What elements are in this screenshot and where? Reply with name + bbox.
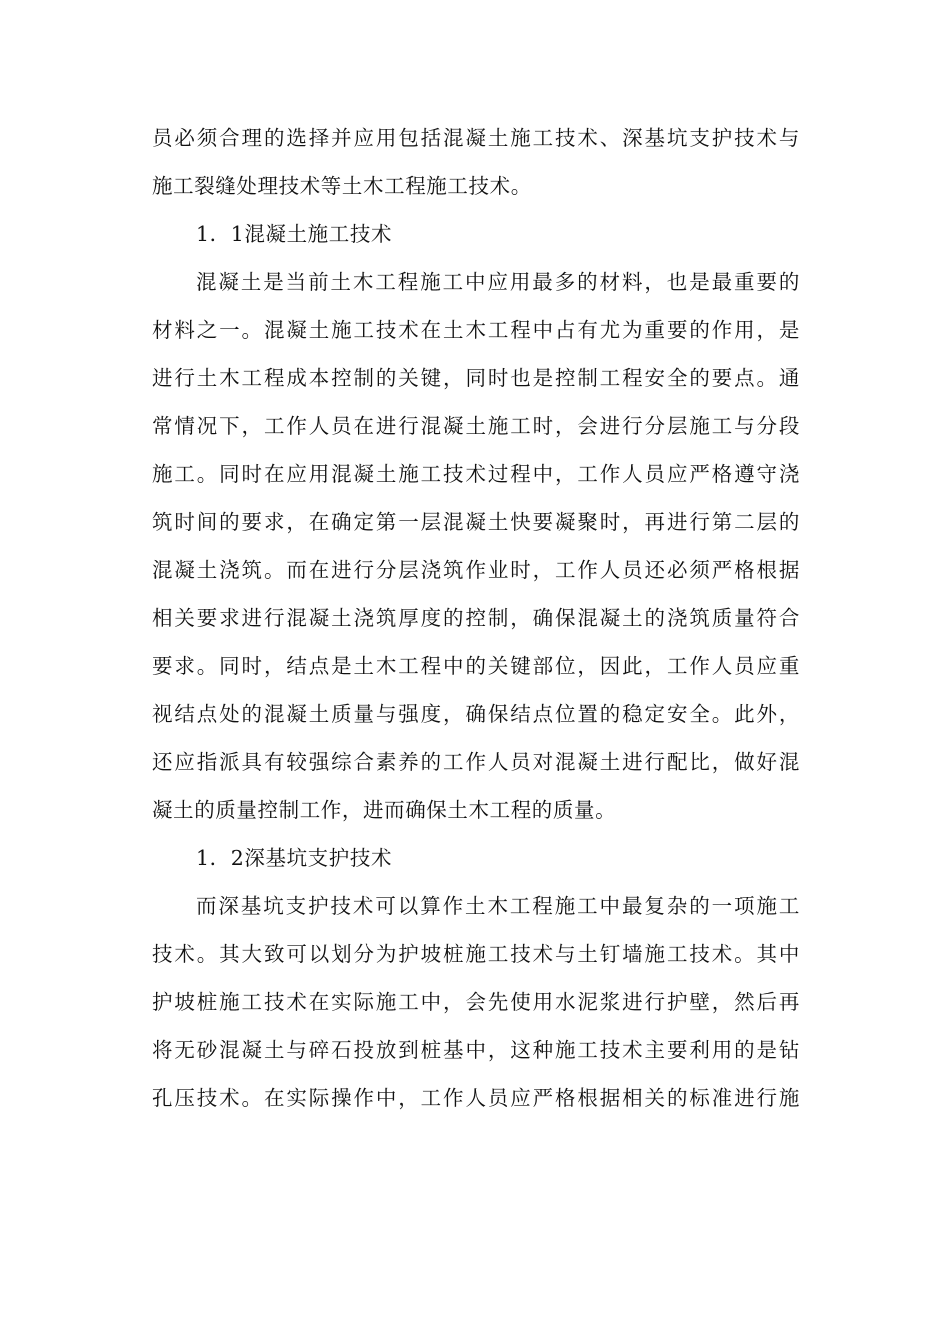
text-line: 混凝土是当前土木工程施工中应用最多的材料，也是最重要的 (196, 270, 800, 294)
text-line: 筑时间的要求，在确定第一层混凝土快要凝聚时，再进行第二层的 (152, 510, 800, 534)
text-line: 视结点处的混凝土质量与强度，确保结点位置的稳定安全。此外， (152, 702, 800, 726)
text-line: 常情况下，工作人员在进行混凝土施工时，会进行分层施工与分段 (152, 414, 800, 438)
text-line: 材料之一。混凝土施工技术在土木工程中占有尤为重要的作用，是 (152, 318, 800, 342)
text-line: 技术。其大致可以划分为护坡桩施工技术与土钉墙施工技术。其中 (152, 942, 800, 966)
text-line: 进行土木工程成本控制的关键，同时也是控制工程安全的要点。通 (152, 366, 800, 390)
text-line: 施工。同时在应用混凝土施工技术过程中，工作人员应严格遵守浇 (152, 462, 800, 486)
text-line: 混凝土浇筑。而在进行分层浇筑作业时，工作人员还必须严格根据 (152, 558, 800, 582)
text-line: 孔压技术。在实际操作中，工作人员应严格根据相关的标准进行施 (152, 1086, 800, 1110)
body-text (152, 114, 800, 1122)
section-heading: 1．1混凝土施工技术 (196, 222, 393, 246)
text-line: 相关要求进行混凝土浇筑厚度的控制，确保混凝土的浇筑质量符合 (152, 606, 800, 630)
text-line: 还应指派具有较强综合素养的工作人员对混凝土进行配比，做好混 (152, 750, 800, 774)
text-line: 护坡桩施工技术在实际施工中，会先使用水泥浆进行护壁，然后再 (152, 990, 800, 1014)
text-line: 凝土的质量控制工作，进而确保土木工程的质量。 (152, 798, 617, 822)
text-line: 施工裂缝处理技术等土木工程施工技术。 (152, 174, 532, 198)
text-line: 员必须合理的选择并应用包括混凝土施工技术、深基坑支护技术与 (152, 126, 800, 150)
text-line: 而深基坑支护技术可以算作土木工程施工中最复杂的一项施工 (196, 894, 800, 918)
text-line: 要求。同时，结点是土木工程中的关键部位，因此，工作人员应重 (152, 654, 800, 678)
section-heading: 1．2深基坑支护技术 (196, 846, 393, 870)
text-line: 将无砂混凝土与碎石投放到桩基中，这种施工技术主要利用的是钻 (152, 1038, 800, 1062)
